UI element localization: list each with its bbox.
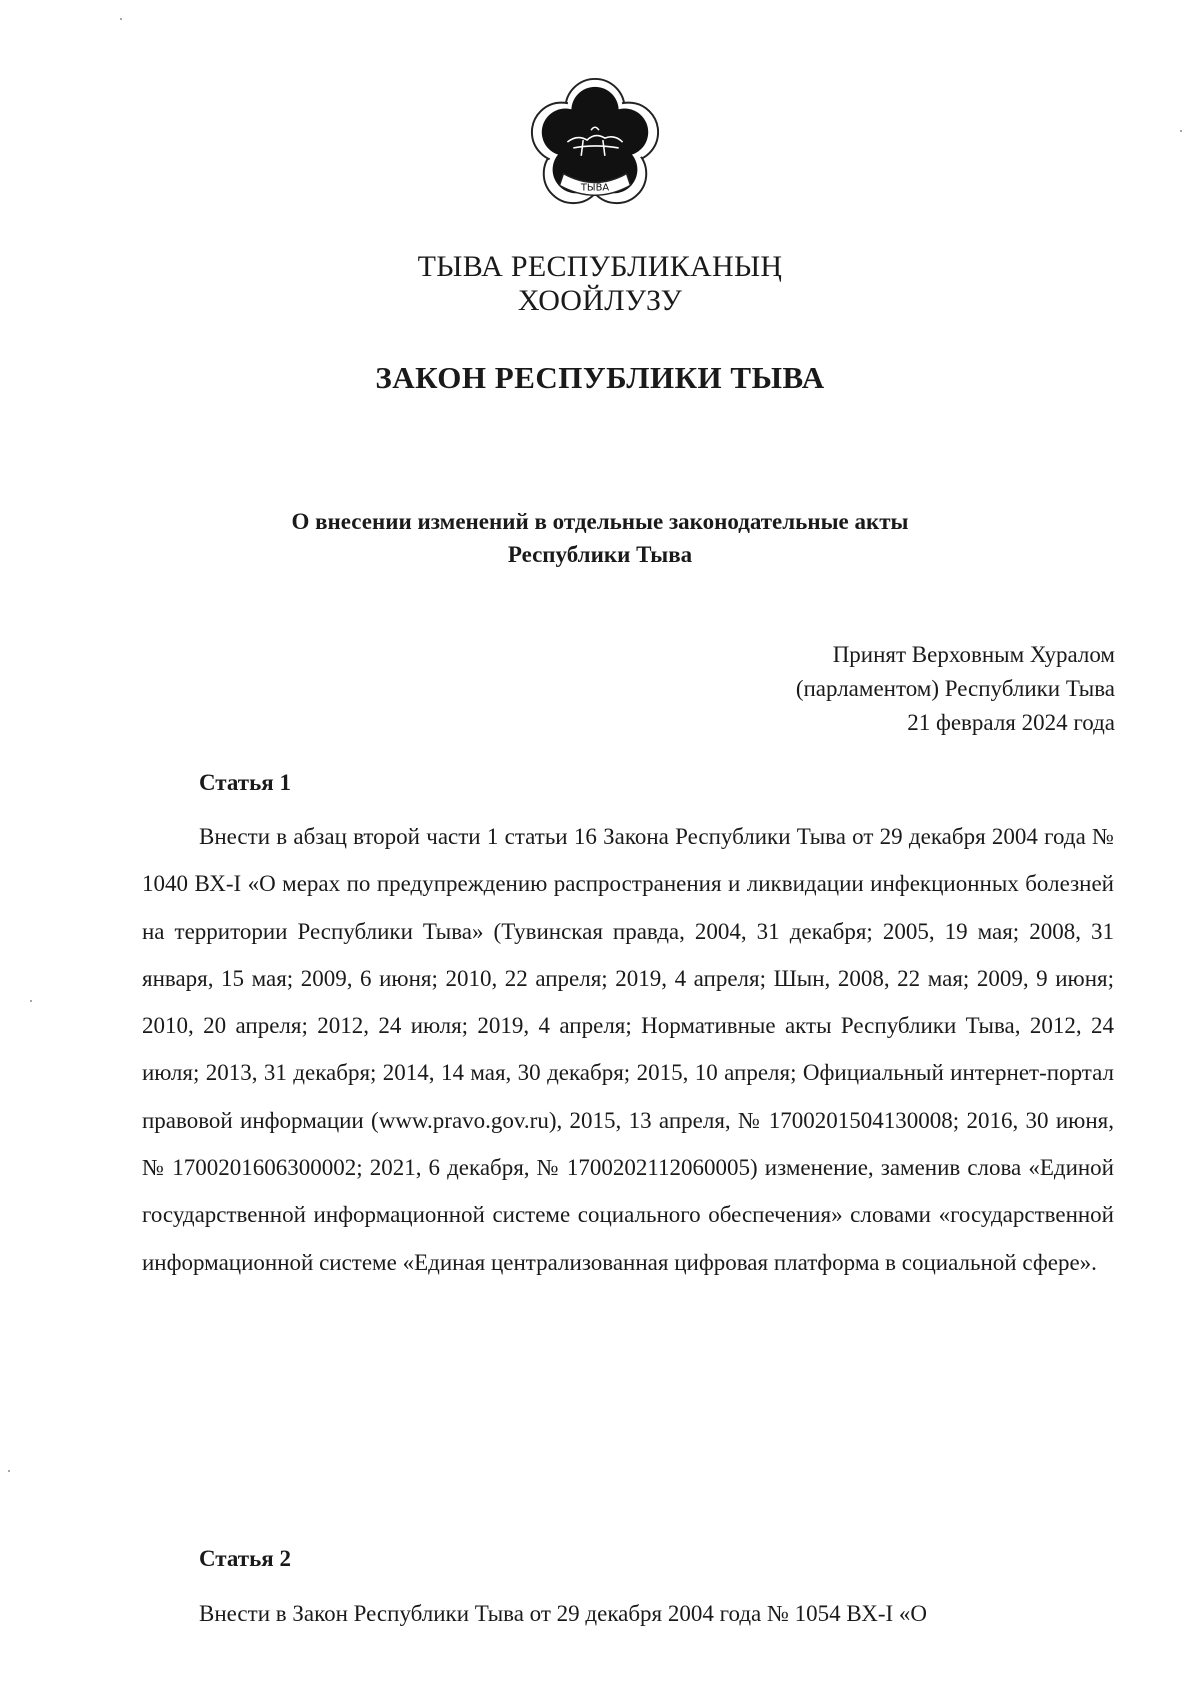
- scan-speck: [120, 18, 122, 20]
- adoption-date: 21 февраля 2024 года: [907, 710, 1115, 735]
- scan-speck: [1180, 130, 1182, 132]
- law-title-line2: Республики Тыва: [507, 542, 693, 567]
- article-2-heading: Статья 2: [199, 1546, 291, 1571]
- adoption-line2: (парламентом) Республики Тыва: [795, 676, 1115, 701]
- scan-speck: [8, 1470, 10, 1472]
- law-title-line1: О внесении изменений в отдельные законодательные акты: [291, 509, 909, 534]
- coat-of-arms-emblem: [526, 75, 664, 213]
- header-tuvan-line2: ХООЙЛУЗУ: [517, 284, 683, 317]
- article-1-heading: Статья 1: [199, 770, 291, 795]
- emblem-graphic: [526, 75, 664, 213]
- header-tuvan-line1: ТЫВА РЕСПУБЛИКАНЫҢ: [417, 250, 783, 283]
- scan-speck: [30, 1000, 32, 1002]
- law-title: [0, 505, 1200, 571]
- header-tuvan: [0, 250, 1200, 318]
- header-law-russian: ЗАКОН РЕСПУБЛИКИ ТЫВА: [375, 360, 825, 395]
- article-2-text: Внести в Закон Республики Тыва от 29 декабря 2004 года № 1054 ВХ-I «О: [199, 1601, 927, 1626]
- adoption-note: [796, 638, 1115, 740]
- adoption-line1: Принят Верховным Хуралом: [832, 642, 1115, 667]
- article-1-text: Внести в абзац второй части 1 статьи 16 Закона Республики Тыва от 29 декабря 2004 года № 1040 ВХ-I «О мерах по предупреждению распространения и ликвидации инфекционных болезней на территории Республики Тыва» (Тувинская правда, 2004, 31 декабря; 2005, 19 мая; 2008, 31 января, 15 мая; 2009, 6 июня; 2010, 22 апреля; 2019, 4 апреля; Шын, 2008, 22 мая; 2009, 9 июня; 2010, 20 апреля; 2012, 24 июля; 2019, 4 апреля; Нормативные акты Республики Тыва, 2012, 24 июля; 2013, 31 декабря; 2014, 14 мая, 30 декабря; 2015, 10 апреля; Официальный интернет-портал правовой информации (www.pravo.gov.ru), 2015, 13 апреля, № 1700201504130008; 2016, 30 июня, № 1700201606300002; 2021, 6 декабря, № 1700202112060005) изменение, заменив слова «Единой государственной информационной системе социального обеспечения» словами «государственной информационной системе «Единая централизованная цифровая платформа в социальной сфере».: [142, 824, 1114, 1275]
- emblem-ribbon-text: ТЫВА: [580, 182, 610, 194]
